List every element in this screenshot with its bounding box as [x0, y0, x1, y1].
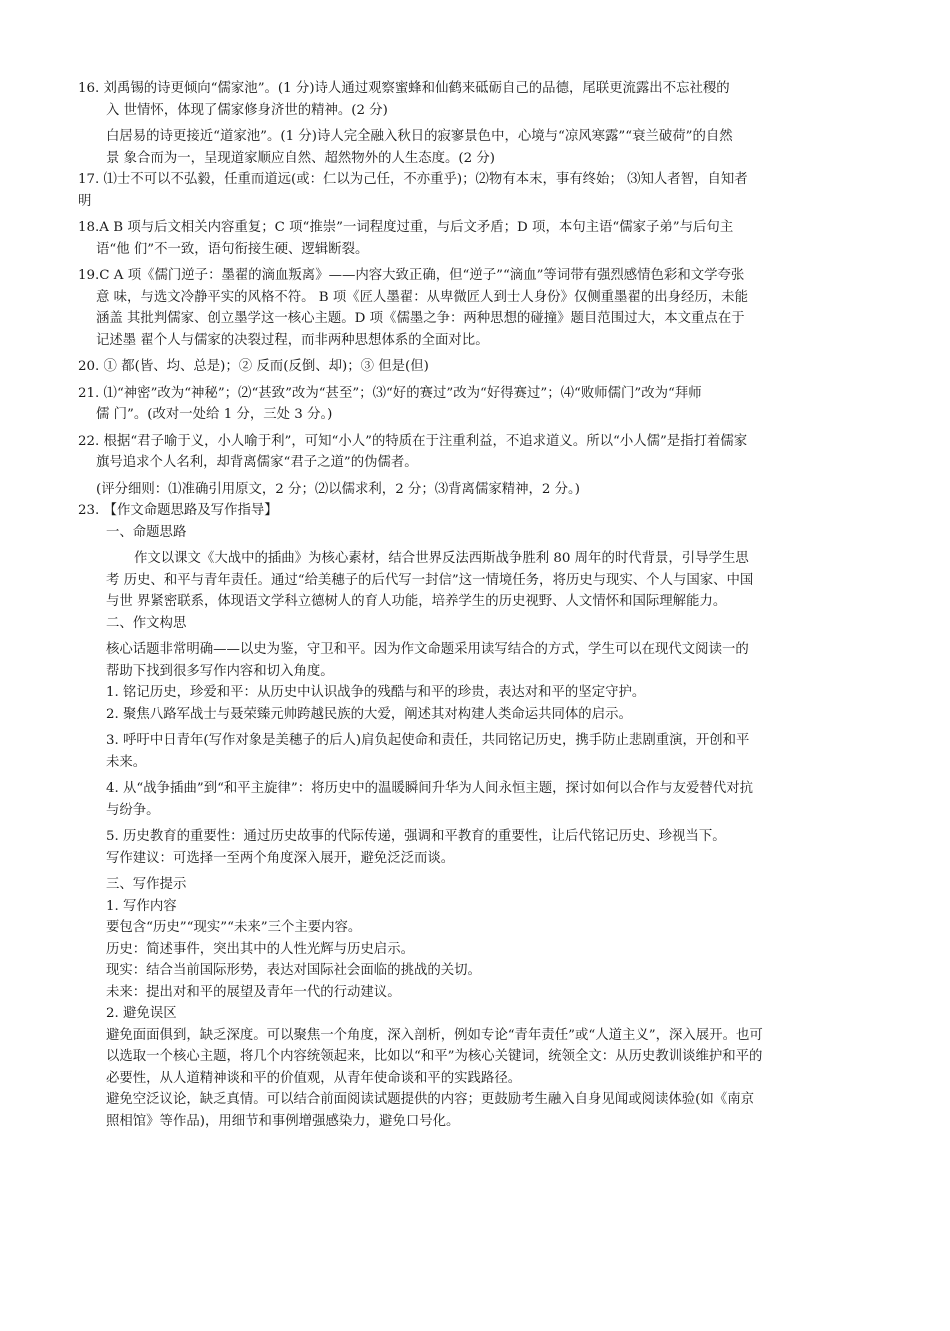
sub-heading: 2. 避免误区	[106, 1006, 177, 1021]
essay-paragraph: 未来：提出对和平的展望及青年一代的行动建议。	[106, 984, 401, 1000]
list-item: 3. 呼吁中日青年(写作对象是美穗子的后人)肩负起使命和责任，共同铭记历史，携手防止悲剧重演，开创和平	[106, 733, 750, 748]
essay-paragraph: 历史：简述事件，突出其中的人性光辉与历史启示。	[106, 941, 414, 957]
answer-17	[78, 169, 868, 212]
answer-16-line: 景 象合而为一，呈现道家顺应自然、超然物外的人生态度。(2 分)	[106, 150, 496, 166]
essay-paragraph: 帮助下找到很多写作内容和切入角度。	[106, 663, 334, 679]
answer-16-line: 入 世情怀，体现了儒家修身济世的精神。(2 分)	[106, 102, 388, 118]
answer-18-line: 18.A B 项与后文相关内容重复；C 项“推崇”一词程度过重，与后文矛盾；D 项，本句主语“儒家子弟”与后句主	[78, 220, 734, 235]
list-item: 5. 历史教育的重要性：通过历史故事的代际传递，强调和平教育的重要性，让后代铭记历史、珍视当下。	[106, 829, 726, 844]
answer-19-line: 记述墨 翟个人与儒家的决裂过程，而非两种思想体系的全面对比。	[96, 332, 489, 348]
answer-21-line: 21. ⑴“神密”改为“神秘”；⑵“甚致”改为“甚至”；⑶“好的赛过”改为“好得赛过”；⑷“败师儒门”改为“拜师	[78, 385, 702, 401]
section-heading: 二、作文构思	[106, 615, 187, 631]
essay-paragraph: 照相馆》等作品)，用细节和事例增强感染力，避免口号化。	[106, 1113, 460, 1129]
essay-paragraph: 避免面面俱到，缺乏深度。可以聚焦一个角度，深入剖析，例如专论“青年责任”或“人道主义”，深入展开。也可	[106, 1027, 763, 1043]
answer-21	[78, 383, 868, 426]
list-item: 2. 聚焦八路军战士与聂荣臻元帅跨越民族的大爱，阐述其对构建人类命运共同体的启示。	[106, 706, 632, 722]
list-item: 4. 从“战争插曲”到“和平主旋律”：将历史中的温暖瞬间升华为人间永恒主题，探讨如何以合作与友爱替代对抗	[106, 781, 753, 796]
answer-19-line: 涵盖 其批判儒家、创立墨学这一核心主题。D 项《儒墨之争：两种思想的碰撞》题目范围过大，本文重点在于	[96, 311, 745, 326]
essay-paragraph: 以选取一个核心主题，将几个内容统领起来，比如以“和平”为核心关键词，统领全文：从历史教训谈维护和平的	[106, 1049, 763, 1064]
answer-22-line: 旗号追求个人名利，却背离儒家“君子之道”的伪儒者。	[96, 455, 418, 470]
answer-19-line: 19.C A 项《儒门逆子：墨翟的滴血叛离》——内容大致正确，但“逆子”“滴血”等词带有强烈感情色彩和文学夸张	[78, 268, 745, 283]
essay-paragraph: 与世 界紧密联系，体现语文学科立德树人的育人功能，培养学生的历史视野、人文情怀和国际理解能力。	[106, 594, 727, 609]
answer-22-line: 22. 根据“君子喻于义，小人喻于利”，可知“小人”的特质在于注重利益，不追求道义。所以“小人儒”是指打着儒家	[78, 433, 748, 449]
answer-16	[78, 78, 868, 169]
answer-16-line: 16. 刘禹锡的诗更倾向“儒家池”。(1 分)诗人通过观察蜜蜂和仙鹤来砥砺自己的品德，尾联更流露出不忘社稷的	[78, 81, 730, 96]
answer-18	[78, 217, 868, 260]
answer-23	[78, 500, 868, 1132]
answer-17-line: 明	[78, 193, 92, 209]
list-item: 与纷争。	[106, 802, 160, 818]
essay-paragraph: 核心话题非常明确——以史为鉴，守卫和平。因为作文命题采用读写结合的方式，学生可以在现代文阅读一的	[106, 642, 749, 657]
answer-16-line: 白居易的诗更接近“道家池”。(1 分)诗人完全融入秋日的寂寥景色中，心境与“凉风寒露”“衰兰破荷”的自然	[106, 129, 733, 144]
essay-paragraph: 避免空泛议论，缺乏真情。可以结合前面阅读试题提供的内容；更鼓励考生融入自身见闻或阅读体验(如《南京	[106, 1092, 754, 1107]
answer-21-line: 儒 门”。(改对一处给 1 分，三处 3 分。)	[96, 407, 333, 422]
sub-heading: 1. 写作内容	[106, 898, 177, 914]
list-item: 1. 铭记历史，珍爱和平：从历史中认识战争的残酷与和平的珍贵，表达对和平的坚定守护。	[106, 685, 646, 700]
essay-paragraph: 必要性，从人道精神谈和平的价值观，从青年使命谈和平的实践路径。	[106, 1070, 522, 1086]
answer-20	[78, 356, 868, 378]
answer-19	[78, 265, 868, 351]
scoring-rules: (评分细则：⑴准确引用原文，2 分；⑵以儒求利，2 分；⑶背离儒家精神，2 分。)	[96, 481, 580, 497]
answer-17-line: 17. ⑴士不可以不弘毅，任重而道远(或：仁以为己任，不亦重乎)；⑵物有本末，事有终始； ⑶知人者智，自知者	[78, 172, 748, 187]
answer-18-line: 语“他 们”不一致，语句衔接生硬、逻辑断裂。	[96, 241, 369, 257]
section-heading: 一、命题思路	[106, 524, 187, 540]
essay-paragraph: 考 历史、和平与青年责任。通过“给美穗子的后代写一封信”这一情境任务，将历史与现实、个人与国家、中国	[106, 572, 754, 588]
list-item: 未来。	[106, 754, 147, 770]
answer-key-page	[78, 78, 868, 1132]
essay-paragraph: 要包含“历史”“现实”“未来”三个主要内容。	[106, 920, 362, 935]
essay-paragraph: 作文以课文《大战中的插曲》为核心素材，结合世界反法西斯战争胜利 80 周年的时代背景，引导学生思	[134, 551, 749, 566]
section-heading: 三、写作提示	[106, 877, 187, 892]
essay-paragraph: 现实：结合当前国际形势，表达对国际社会面临的挑战的关切。	[106, 963, 481, 978]
answer-20-line: 20. ① 都(皆、均、总是)；② 反而(反倒、却)；③ 但是(但)	[78, 359, 429, 374]
answer-22	[78, 431, 868, 501]
writing-advice: 写作建议：可选择一至两个角度深入展开，避免泛泛而谈。	[106, 850, 455, 866]
answer-19-line: 意 味，与选文冷静平实的风格不符。 B 项《匠人墨翟：从卑微匠人到士人身份》仅侧重墨翟的出身经历，未能	[96, 289, 748, 305]
essay-guide-title: 23. 【作文命题思路及写作指导】	[78, 503, 278, 518]
